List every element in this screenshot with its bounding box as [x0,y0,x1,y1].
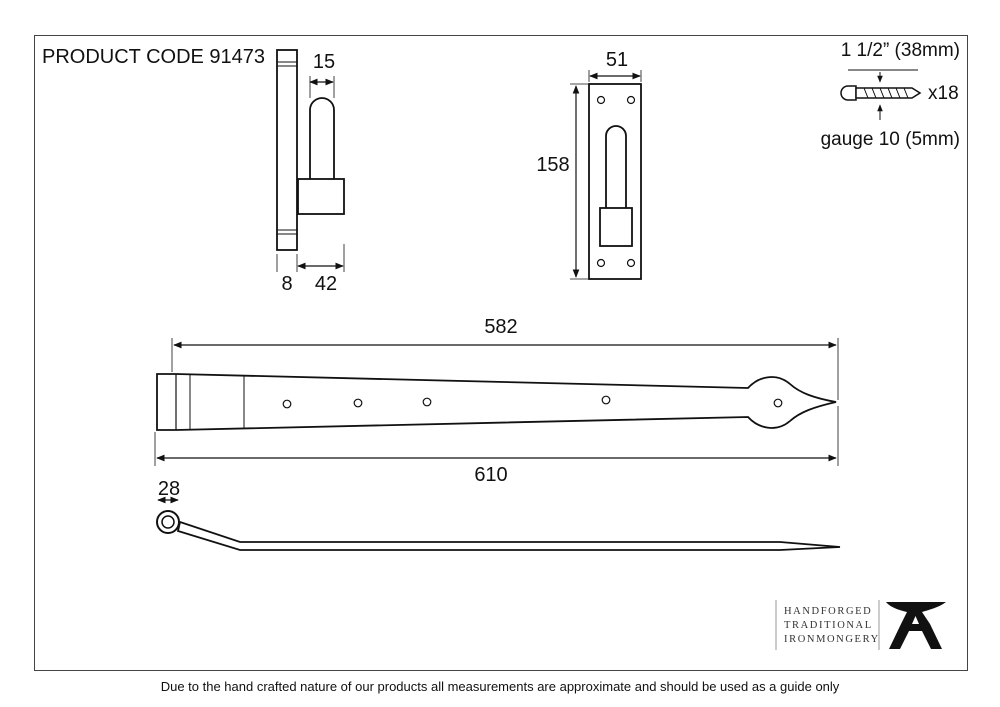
pintle-front-view [589,84,641,279]
strap-side-view [157,511,840,550]
screw-quantity-label: x18 [928,83,959,104]
product-code: PRODUCT CODE 91473 [42,46,266,68]
anvil-icon [886,602,946,649]
brand-logo [776,600,946,650]
screw-length-label: 1 1/2” (38mm) [840,40,960,61]
brand-line-1: HANDFORGED [784,606,873,617]
plate-thickness-label: 8 [281,273,293,295]
pintle-width-label: 15 [312,51,336,73]
screw-gauge-label: gauge 10 (5mm) [820,129,960,150]
disclaimer-text: Due to the hand crafted nature of our products all measurements are approximate and should be used as a guide only [160,679,840,694]
strap-top-view [157,374,836,430]
strap-length-label: 582 [484,316,518,338]
screw-icon [841,70,920,120]
plate-width-label: 51 [605,49,629,71]
brand-line-2: TRADITIONAL [784,620,873,631]
knuckle-diameter-label: 28 [157,478,181,500]
plate-height-label: 158 [536,154,570,176]
pintle-projection-label: 42 [314,273,338,295]
brand-line-3: IRONMONGERY [784,634,880,645]
overall-length-label: 610 [474,464,508,486]
